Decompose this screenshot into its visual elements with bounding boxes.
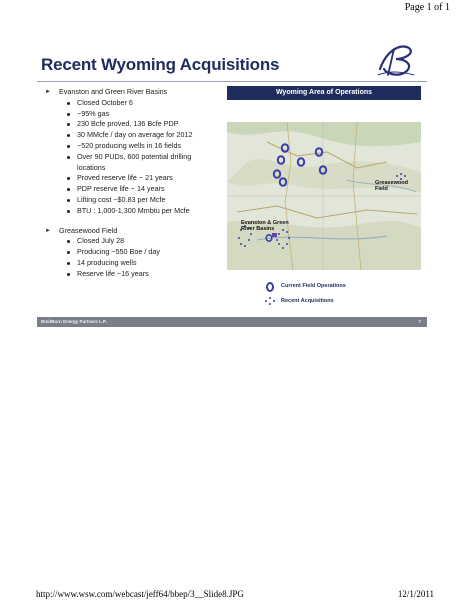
list-item: ~520 producing wells in 16 fields bbox=[67, 141, 245, 152]
greasewood-field-label: Greasewood Field bbox=[375, 180, 409, 192]
list-item: Over 90 PUDs, 600 potential drilling locations bbox=[67, 152, 197, 174]
slide-title: Recent Wyoming Acquisitions bbox=[41, 55, 280, 74]
list-item: Reserve life ~16 years bbox=[67, 269, 245, 280]
list-item: 14 producing wells bbox=[67, 258, 245, 269]
evanston-basins-label: Evanston & Green River Basins bbox=[241, 220, 289, 232]
section-items bbox=[45, 98, 245, 217]
section-heading: ► Greasewood Field bbox=[45, 225, 118, 235]
legend-current: Current Field Operations bbox=[263, 281, 346, 296]
list-item: Producing ~550 Boe / day bbox=[67, 247, 245, 258]
title-rule bbox=[37, 81, 427, 82]
arrow-bullet-icon: ► bbox=[45, 89, 51, 95]
list-item: ~95% gas bbox=[67, 109, 245, 120]
section-heading: ► Evanston and Green River Basins bbox=[45, 87, 168, 96]
legend-recent: Recent Acquisitions bbox=[263, 296, 346, 311]
breitburn-logo bbox=[374, 39, 420, 79]
section-items bbox=[45, 236, 245, 279]
list-item: BTU : 1,000-1,300 Mmbtu per Mcfe bbox=[67, 206, 245, 217]
source-url: http://www.wsw.com/webcast/jeff64/bbep/3__Slide8.JPG bbox=[36, 589, 244, 599]
footer-page-number: 7 bbox=[418, 319, 421, 324]
list-item: PDP reserve life ~ 14 years bbox=[67, 184, 245, 195]
list-item: 230 Bcfe proved, 136 Bcfe PDP bbox=[67, 119, 245, 130]
recent-acquisition-icon bbox=[264, 296, 276, 306]
map-header: Wyoming Area of Operations bbox=[227, 86, 421, 100]
footer-company: BreitBurn Energy Partners L.P. bbox=[41, 319, 107, 324]
slide-footer bbox=[37, 317, 427, 327]
list-item: Proved reserve life ~ 21 years bbox=[67, 173, 245, 184]
list-item: Lifting cost ~$0.83 per Mcfe bbox=[67, 195, 245, 206]
list-item: Closed October 6 bbox=[67, 98, 245, 109]
map-graphic bbox=[227, 122, 421, 270]
print-date: 12/1/2011 bbox=[397, 589, 434, 599]
wyoming-map bbox=[227, 122, 421, 270]
page-counter: Page 1 of 1 bbox=[404, 2, 450, 13]
current-field-icon bbox=[265, 281, 275, 293]
list-item: Closed July 28 bbox=[67, 236, 245, 247]
map-legend bbox=[263, 281, 346, 311]
bullet-list bbox=[45, 87, 245, 280]
arrow-bullet-icon: ► bbox=[45, 227, 51, 234]
slide bbox=[37, 37, 427, 332]
list-item: 30 MMcfe / day on average for 2012 bbox=[67, 130, 245, 141]
